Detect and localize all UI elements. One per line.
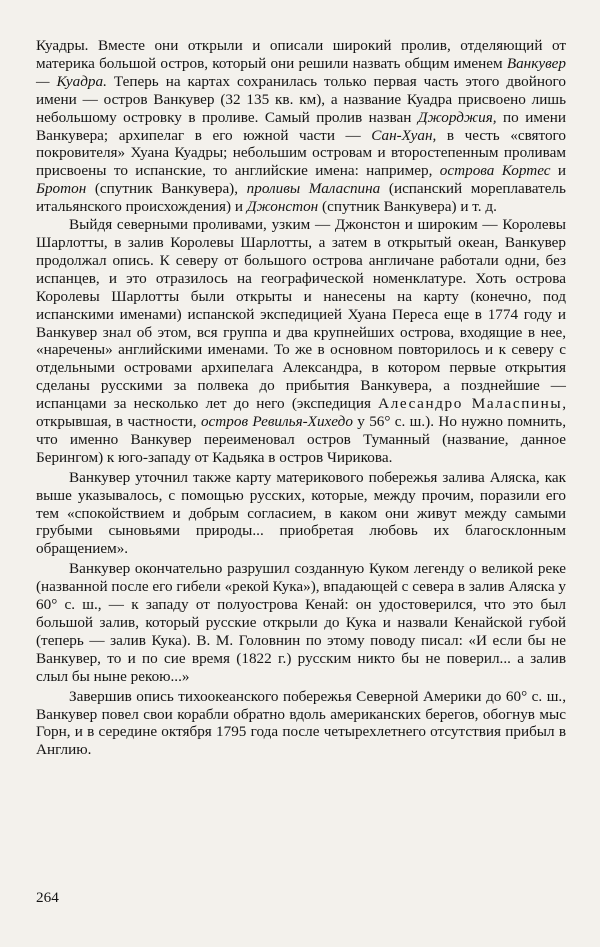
italic-term: Сан-Хуан, bbox=[371, 126, 437, 144]
paragraph bbox=[36, 216, 566, 467]
italic-term: проливы Маласпина bbox=[246, 180, 381, 198]
text-run: (спутник Ванкувера), bbox=[86, 180, 247, 198]
text-run: Выйдя северными проливами, узким — Джонстон и широким — Королевы Шарлотты, в залив Королевы Шарлотты, а затем в открытый океан, Ванкувер продолжал опись. К северу от большого острова англичане работали одни, без испанцев, и это отразилось на географической номенклатуре. Хоть острова Королевы Шарлотты были открыты и нанесены на карту (конечно, под испанскими именами) испанской экспедицией Хуана Переса еще в 1774 году и Ванкувер знал об этом, вся группа и два крупнейших острова, входящие в нее, «наречены» английскими именами. То же в основном повторилось и к северу с отдельными островами архипелага Александра, в котором первые открытия сделаны русскими за полвека до прибытия Ванкувера, а позднейшие — испанцами за несколько лет до него (экспедиция bbox=[36, 216, 566, 413]
italic-term: Ванкувер — Куадра. bbox=[36, 54, 566, 90]
italic-term: Джонстон bbox=[246, 198, 319, 216]
text-run: Завершив опись тихоокеанского побережья Северной Америки до 60° с. ш., Ванкувер повел свои корабли обратно вдоль американских берегов, обогнув мыс Горн, и в середине октября 1795 года после четырехлетнего отсутствия прибыл в Англию. bbox=[36, 687, 566, 759]
italic-term: Джорджия, bbox=[417, 108, 497, 126]
text-run: , открывшая, в частности, bbox=[36, 395, 566, 431]
spaced-name: Алесандро Маласпины bbox=[378, 395, 563, 413]
italic-term: Бротон bbox=[36, 180, 87, 198]
text-run: Ванкувер окончательно разрушил созданную Куком легенду о великой реке (названной после его гибели «рекой Кука»), впадающей с севера в залив Аляска у 60° с. ш., — к западу от полуострова Кенай: он удостоверился, что это был большой залив, который русские открыли до Кука и назвали Кенайской губой (теперь — залив Кука). В. М. Головнин по этому поводу писал: «И если бы не Ванкувер, то и по сие время (1822 г.) русским никто бы не поверил... а залив слыл бы ныне рекою...» bbox=[36, 560, 566, 685]
italic-term: остров Ревилья-Хихедо bbox=[200, 413, 353, 431]
page-body bbox=[36, 37, 566, 759]
italic-term: острова Кортес bbox=[439, 162, 551, 180]
text-run: у 56° с. ш.). Но нужно помнить, что именно Ванкувер переименовал остров Туманный (название, данное Берингом) к юго-западу от Кадьяка в остров Чирикова. bbox=[36, 413, 566, 466]
text-run: Куадры. Вместе они открыли и описали широкий пролив, отделяющий от материка большой остров, который они решили назвать общим именем bbox=[36, 37, 566, 72]
paragraph bbox=[36, 688, 566, 760]
text-run: Ванкувер уточнил также карту материкового побережья залива Аляска, как выше указывалось, с помощью русских, которые, между прочим, поразили его тем «спокойствием и добрым согласием, в каком они живут между самыми грубыми сыновьями природы... приобретая любовь их благосклонным обращением». bbox=[36, 468, 566, 558]
text-run: (испанский мореплаватель итальянского происхождения) и bbox=[36, 180, 566, 216]
paragraph bbox=[36, 560, 566, 685]
text-run: по имени Ванкувера; архипелаг в его южной части — bbox=[36, 108, 566, 144]
text-run: (спутник Ванкувера) и т. д. bbox=[318, 198, 497, 216]
paragraph bbox=[36, 469, 566, 559]
page-number: 264 bbox=[36, 889, 59, 906]
text-run: и bbox=[550, 162, 566, 180]
paragraph bbox=[36, 37, 566, 216]
text-run: в честь «святого покровителя» Хуана Куадры; небольшим островам и второстепенным проливам присвоены то испанские, то английские имена: например, bbox=[36, 126, 567, 180]
text-run: Теперь на картах сохранилась только первая часть этого двойного имени — остров Ванкувер (32 135 кв. км), а название Куадра присвоено лишь небольшому островку в проливе. Самый пролив назван bbox=[36, 72, 566, 126]
